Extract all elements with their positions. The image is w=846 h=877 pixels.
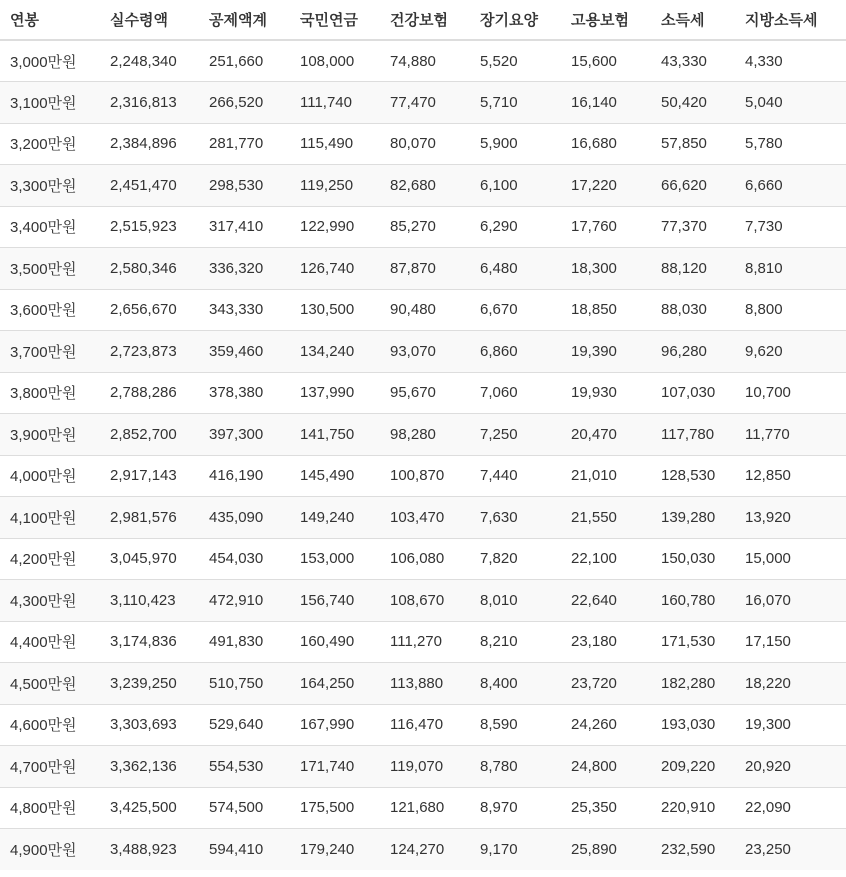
table-cell: 3,362,136 — [100, 746, 199, 788]
table-cell: 160,490 — [290, 621, 380, 663]
table-cell: 2,788,286 — [100, 372, 199, 414]
table-cell: 88,030 — [651, 289, 735, 331]
table-cell: 100,870 — [380, 455, 470, 497]
table-cell: 6,480 — [470, 248, 561, 290]
table-cell: 2,723,873 — [100, 331, 199, 373]
table-cell: 171,740 — [290, 746, 380, 788]
table-cell: 11,770 — [735, 414, 846, 456]
table-cell: 4,600만원 — [0, 704, 100, 746]
table-cell: 529,640 — [199, 704, 290, 746]
header-row — [0, 0, 846, 40]
table-cell: 4,300만원 — [0, 580, 100, 622]
table-row — [0, 123, 846, 165]
table-row — [0, 331, 846, 373]
table-cell: 15,600 — [561, 40, 651, 82]
table-cell: 25,890 — [561, 829, 651, 871]
table-cell: 116,470 — [380, 704, 470, 746]
table-cell: 281,770 — [199, 123, 290, 165]
table-cell: 106,080 — [380, 538, 470, 580]
table-cell: 8,210 — [470, 621, 561, 663]
table-cell: 164,250 — [290, 663, 380, 705]
table-cell: 3,200만원 — [0, 123, 100, 165]
table-cell: 5,710 — [470, 82, 561, 124]
table-cell: 23,720 — [561, 663, 651, 705]
table-cell: 574,500 — [199, 787, 290, 829]
column-header: 고용보험 — [561, 0, 651, 40]
table-cell: 416,190 — [199, 455, 290, 497]
table-cell: 19,300 — [735, 704, 846, 746]
table-cell: 454,030 — [199, 538, 290, 580]
table-cell: 17,150 — [735, 621, 846, 663]
table-cell: 5,900 — [470, 123, 561, 165]
table-cell: 5,780 — [735, 123, 846, 165]
table-row — [0, 580, 846, 622]
table-row — [0, 289, 846, 331]
column-header: 건강보험 — [380, 0, 470, 40]
table-cell: 93,070 — [380, 331, 470, 373]
table-cell: 6,100 — [470, 165, 561, 207]
table-cell: 156,740 — [290, 580, 380, 622]
table-cell: 2,515,923 — [100, 206, 199, 248]
table-cell: 2,981,576 — [100, 497, 199, 539]
table-row — [0, 40, 846, 82]
table-cell: 266,520 — [199, 82, 290, 124]
table-cell: 594,410 — [199, 829, 290, 871]
table-cell: 24,800 — [561, 746, 651, 788]
table-cell: 3,100만원 — [0, 82, 100, 124]
table-cell: 74,880 — [380, 40, 470, 82]
table-cell: 128,530 — [651, 455, 735, 497]
table-cell: 124,270 — [380, 829, 470, 871]
table-row — [0, 621, 846, 663]
table-cell: 9,620 — [735, 331, 846, 373]
table-cell: 359,460 — [199, 331, 290, 373]
table-cell: 4,330 — [735, 40, 846, 82]
table-cell: 18,220 — [735, 663, 846, 705]
table-cell: 397,300 — [199, 414, 290, 456]
table-cell: 145,490 — [290, 455, 380, 497]
table-cell: 126,740 — [290, 248, 380, 290]
table-cell: 25,350 — [561, 787, 651, 829]
table-cell: 95,670 — [380, 372, 470, 414]
table-cell: 153,000 — [290, 538, 380, 580]
table-cell: 111,740 — [290, 82, 380, 124]
table-cell: 4,000만원 — [0, 455, 100, 497]
table-cell: 3,000만원 — [0, 40, 100, 82]
table-cell: 2,451,470 — [100, 165, 199, 207]
table-cell: 16,070 — [735, 580, 846, 622]
table-cell: 23,180 — [561, 621, 651, 663]
table-cell: 119,250 — [290, 165, 380, 207]
table-cell: 22,640 — [561, 580, 651, 622]
table-cell: 87,870 — [380, 248, 470, 290]
table-body — [0, 40, 846, 870]
table-cell: 17,220 — [561, 165, 651, 207]
table-cell: 7,630 — [470, 497, 561, 539]
table-cell: 8,590 — [470, 704, 561, 746]
table-cell: 13,920 — [735, 497, 846, 539]
table-cell: 8,810 — [735, 248, 846, 290]
table-cell: 7,060 — [470, 372, 561, 414]
table-cell: 8,780 — [470, 746, 561, 788]
table-cell: 2,917,143 — [100, 455, 199, 497]
table-cell: 96,280 — [651, 331, 735, 373]
table-cell: 137,990 — [290, 372, 380, 414]
table-cell: 15,000 — [735, 538, 846, 580]
table-cell: 88,120 — [651, 248, 735, 290]
table-cell: 108,670 — [380, 580, 470, 622]
table-cell: 6,860 — [470, 331, 561, 373]
table-cell: 6,290 — [470, 206, 561, 248]
table-cell: 10,700 — [735, 372, 846, 414]
table-cell: 3,425,500 — [100, 787, 199, 829]
table-cell: 8,800 — [735, 289, 846, 331]
table-cell: 21,010 — [561, 455, 651, 497]
table-row — [0, 206, 846, 248]
table-row — [0, 538, 846, 580]
table-cell: 2,316,813 — [100, 82, 199, 124]
table-cell: 193,030 — [651, 704, 735, 746]
table-cell: 179,240 — [290, 829, 380, 871]
table-cell: 149,240 — [290, 497, 380, 539]
table-cell: 175,500 — [290, 787, 380, 829]
table-cell: 7,440 — [470, 455, 561, 497]
table-cell: 3,600만원 — [0, 289, 100, 331]
table-cell: 209,220 — [651, 746, 735, 788]
table-cell: 3,174,836 — [100, 621, 199, 663]
table-cell: 24,260 — [561, 704, 651, 746]
table-cell: 7,250 — [470, 414, 561, 456]
table-cell: 167,990 — [290, 704, 380, 746]
table-cell: 232,590 — [651, 829, 735, 871]
table-cell: 2,580,346 — [100, 248, 199, 290]
table-cell: 2,384,896 — [100, 123, 199, 165]
table-cell: 4,900만원 — [0, 829, 100, 871]
table-cell: 18,300 — [561, 248, 651, 290]
table-cell: 435,090 — [199, 497, 290, 539]
table-cell: 4,100만원 — [0, 497, 100, 539]
table-cell: 122,990 — [290, 206, 380, 248]
table-cell: 2,852,700 — [100, 414, 199, 456]
table-row — [0, 82, 846, 124]
table-cell: 20,920 — [735, 746, 846, 788]
table-cell: 8,970 — [470, 787, 561, 829]
table-cell: 3,700만원 — [0, 331, 100, 373]
table-cell: 4,500만원 — [0, 663, 100, 705]
column-header: 국민연금 — [290, 0, 380, 40]
table-cell: 160,780 — [651, 580, 735, 622]
table-cell: 150,030 — [651, 538, 735, 580]
table-cell: 3,045,970 — [100, 538, 199, 580]
table-cell: 4,700만원 — [0, 746, 100, 788]
table-cell: 5,040 — [735, 82, 846, 124]
table-cell: 3,110,423 — [100, 580, 199, 622]
table-cell: 22,100 — [561, 538, 651, 580]
table-cell: 19,930 — [561, 372, 651, 414]
table-row — [0, 248, 846, 290]
table-cell: 113,880 — [380, 663, 470, 705]
table-cell: 298,530 — [199, 165, 290, 207]
table-cell: 77,370 — [651, 206, 735, 248]
table-cell: 43,330 — [651, 40, 735, 82]
table-cell: 6,670 — [470, 289, 561, 331]
table-cell: 6,660 — [735, 165, 846, 207]
table-cell: 77,470 — [380, 82, 470, 124]
table-cell: 336,320 — [199, 248, 290, 290]
table-row — [0, 829, 846, 871]
table-cell: 4,200만원 — [0, 538, 100, 580]
table-cell: 3,900만원 — [0, 414, 100, 456]
table-cell: 50,420 — [651, 82, 735, 124]
table-cell: 16,140 — [561, 82, 651, 124]
table-row — [0, 704, 846, 746]
table-cell: 20,470 — [561, 414, 651, 456]
table-cell: 251,660 — [199, 40, 290, 82]
table-cell: 12,850 — [735, 455, 846, 497]
table-cell: 472,910 — [199, 580, 290, 622]
table-cell: 378,380 — [199, 372, 290, 414]
table-cell: 4,400만원 — [0, 621, 100, 663]
table-cell: 8,010 — [470, 580, 561, 622]
table-cell: 85,270 — [380, 206, 470, 248]
table-cell: 2,656,670 — [100, 289, 199, 331]
table-cell: 171,530 — [651, 621, 735, 663]
table-row — [0, 497, 846, 539]
table-cell: 554,530 — [199, 746, 290, 788]
table-cell: 3,800만원 — [0, 372, 100, 414]
table-row — [0, 746, 846, 788]
column-header: 실수령액 — [100, 0, 199, 40]
table-cell: 66,620 — [651, 165, 735, 207]
table-row — [0, 372, 846, 414]
table-cell: 343,330 — [199, 289, 290, 331]
table-cell: 115,490 — [290, 123, 380, 165]
table-cell: 98,280 — [380, 414, 470, 456]
table-cell: 8,400 — [470, 663, 561, 705]
table-cell: 7,730 — [735, 206, 846, 248]
column-header: 장기요양 — [470, 0, 561, 40]
table-cell: 9,170 — [470, 829, 561, 871]
table-cell: 491,830 — [199, 621, 290, 663]
table-cell: 108,000 — [290, 40, 380, 82]
table-cell: 57,850 — [651, 123, 735, 165]
table-cell: 17,760 — [561, 206, 651, 248]
table-row — [0, 455, 846, 497]
table-cell: 19,390 — [561, 331, 651, 373]
table-cell: 139,280 — [651, 497, 735, 539]
table-cell: 3,239,250 — [100, 663, 199, 705]
table-row — [0, 787, 846, 829]
table-cell: 90,480 — [380, 289, 470, 331]
table-row — [0, 165, 846, 207]
table-cell: 130,500 — [290, 289, 380, 331]
table-row — [0, 414, 846, 456]
table-cell: 121,680 — [380, 787, 470, 829]
table-cell: 3,300만원 — [0, 165, 100, 207]
table-cell: 7,820 — [470, 538, 561, 580]
table-cell: 16,680 — [561, 123, 651, 165]
table-cell: 4,800만원 — [0, 787, 100, 829]
table-row — [0, 663, 846, 705]
table-cell: 134,240 — [290, 331, 380, 373]
table-cell: 3,303,693 — [100, 704, 199, 746]
table-cell: 119,070 — [380, 746, 470, 788]
column-header: 지방소득세 — [735, 0, 846, 40]
column-header: 공제액계 — [199, 0, 290, 40]
table-cell: 22,090 — [735, 787, 846, 829]
table-cell: 111,270 — [380, 621, 470, 663]
column-header: 연봉 — [0, 0, 100, 40]
table-cell: 5,520 — [470, 40, 561, 82]
table-cell: 141,750 — [290, 414, 380, 456]
table-cell: 2,248,340 — [100, 40, 199, 82]
table-cell: 80,070 — [380, 123, 470, 165]
table-cell: 3,488,923 — [100, 829, 199, 871]
table-cell: 117,780 — [651, 414, 735, 456]
table-cell: 220,910 — [651, 787, 735, 829]
table-cell: 3,500만원 — [0, 248, 100, 290]
table-cell: 107,030 — [651, 372, 735, 414]
table-cell: 21,550 — [561, 497, 651, 539]
table-cell: 3,400만원 — [0, 206, 100, 248]
table-cell: 18,850 — [561, 289, 651, 331]
table-cell: 82,680 — [380, 165, 470, 207]
column-header: 소득세 — [651, 0, 735, 40]
table-cell: 23,250 — [735, 829, 846, 871]
table-header — [0, 0, 846, 40]
table-cell: 103,470 — [380, 497, 470, 539]
table-cell: 317,410 — [199, 206, 290, 248]
table-cell: 182,280 — [651, 663, 735, 705]
table-cell: 510,750 — [199, 663, 290, 705]
